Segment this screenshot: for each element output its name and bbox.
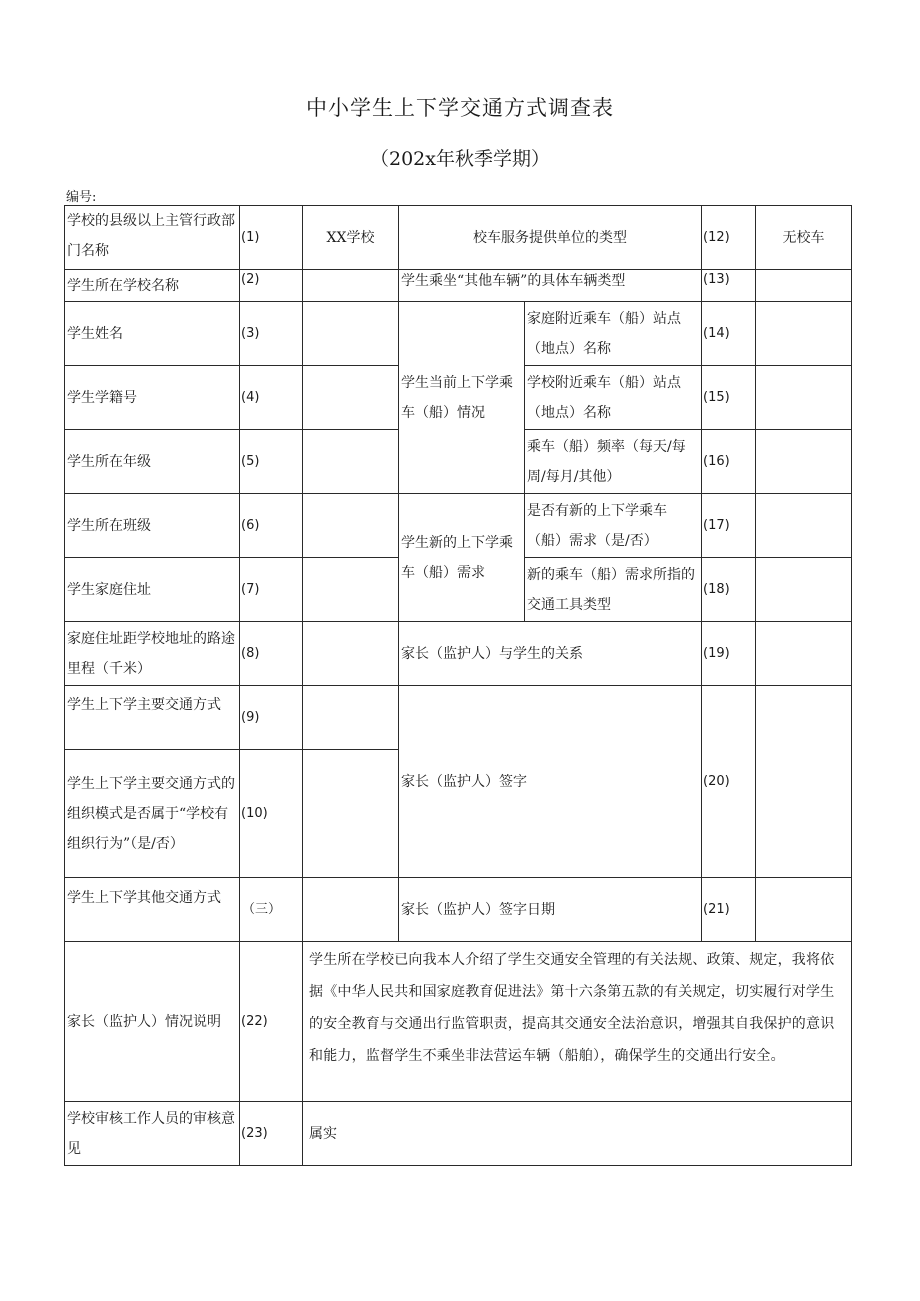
guardian-signature-date-value[interactable] [755, 877, 852, 942]
serial-number-label: 编号: [66, 190, 97, 205]
field-number: (5) [239, 429, 303, 494]
home-stop-name-value[interactable] [755, 301, 852, 366]
main-transport-mode-label: 学生上下学主要交通方式 [64, 685, 240, 750]
field-number: (19) [701, 621, 756, 686]
school-name-label: 学生所在学校名称 [64, 269, 240, 302]
field-number: (23) [239, 1101, 303, 1166]
riding-frequency-value[interactable] [755, 429, 852, 494]
page-subtitle: （202x年秋季学期） [370, 148, 550, 170]
school-stop-name-value[interactable] [755, 365, 852, 430]
organized-mode-value[interactable] [302, 749, 399, 878]
guardian-relationship-value[interactable] [755, 621, 852, 686]
student-name-value[interactable] [302, 301, 399, 366]
field-number: (8) [239, 621, 303, 686]
new-vehicle-type-value[interactable] [755, 557, 852, 622]
riding-frequency-label: 乘车（船）频率（每天/每周/每月/其他） [524, 429, 702, 494]
field-number: (18) [701, 557, 756, 622]
competent-department-value[interactable]: XX学校 [302, 205, 399, 270]
review-opinion-label: 学校审核工作人员的审核意见 [64, 1101, 240, 1166]
field-number: (13) [701, 269, 756, 302]
has-new-needs-value[interactable] [755, 493, 852, 558]
main-transport-mode-value[interactable] [302, 685, 399, 750]
field-number: (16) [701, 429, 756, 494]
field-number: (6) [239, 493, 303, 558]
school-name-value[interactable] [302, 269, 399, 302]
guardian-statement-label: 家长（监护人）情况说明 [64, 941, 240, 1102]
field-number: (4) [239, 365, 303, 430]
field-number: (15) [701, 365, 756, 430]
field-number: (1) [239, 205, 303, 270]
has-new-needs-label: 是否有新的上下学乘车（船）需求（是/否） [524, 493, 702, 558]
review-opinion-value[interactable]: 属实 [302, 1101, 852, 1166]
new-riding-needs-group-label: 学生新的上下学乘车（船）需求 [398, 493, 525, 622]
home-school-distance-value[interactable] [302, 621, 399, 686]
home-address-label: 学生家庭住址 [64, 557, 240, 622]
organized-mode-label: 学生上下学主要交通方式的组织模式是否属于“学校有组织行为”（是/否） [64, 749, 240, 878]
field-number: (17) [701, 493, 756, 558]
new-vehicle-type-label: 新的乘车（船）需求所指的交通工具类型 [524, 557, 702, 622]
field-number: (7) [239, 557, 303, 622]
student-class-label: 学生所在班级 [64, 493, 240, 558]
student-id-value[interactable] [302, 365, 399, 430]
competent-department-label: 学校的县级以上主管行政部门名称 [64, 205, 240, 270]
school-bus-provider-type-label: 校车服务提供单位的类型 [398, 205, 702, 270]
field-number: (9) [239, 685, 303, 750]
guardian-signature-value[interactable] [755, 685, 852, 878]
page-title: 中小学生上下学交通方式调查表 [306, 96, 614, 120]
home-address-value[interactable] [302, 557, 399, 622]
guardian-statement-text: 学生所在学校已向我本人介绍了学生交通安全管理的有关法规、政策、规定，我将依据《中华人民共和国家庭教育促进法》第十六条第五款的有关规定，切实履行对学生的安全教育与交通出行监管职责，提高其交通安全法治意识，增强其自我保护的意识和能力，监督学生不乘坐非法营运车辆（船舶），确保学生的交通出行安全。 [302, 941, 852, 1102]
field-number: (22) [239, 941, 303, 1102]
field-number: (3) [239, 301, 303, 366]
home-school-distance-label: 家庭住址距学校地址的路途里程（千米） [64, 621, 240, 686]
other-vehicle-type-label: 学生乘坐“其他车辆”的具体车辆类型 [398, 269, 702, 302]
other-transport-mode-value[interactable] [302, 877, 399, 942]
other-transport-mode-label: 学生上下学其他交通方式 [64, 877, 240, 942]
guardian-relationship-label: 家长（监护人）与学生的关系 [398, 621, 702, 686]
guardian-signature-label: 家长（监护人）签字 [398, 685, 702, 878]
home-stop-name-label: 家庭附近乘车（船）站点（地点）名称 [524, 301, 702, 366]
survey-form-table [65, 206, 852, 1164]
student-id-label: 学生学籍号 [64, 365, 240, 430]
field-number: (21) [701, 877, 756, 942]
guardian-signature-date-label: 家长（监护人）签字日期 [398, 877, 702, 942]
field-number: (20) [701, 685, 756, 878]
school-bus-provider-type-value[interactable]: 无校车 [755, 205, 852, 270]
field-number: (10) [239, 749, 303, 878]
field-number: （三） [239, 877, 303, 942]
current-riding-group-label: 学生当前上下学乘车（船）情况 [398, 301, 525, 494]
field-number: (14) [701, 301, 756, 366]
other-vehicle-type-value[interactable] [755, 269, 852, 302]
field-number: (12) [701, 205, 756, 270]
student-grade-label: 学生所在年级 [64, 429, 240, 494]
field-number: (2) [239, 269, 303, 302]
student-name-label: 学生姓名 [64, 301, 240, 366]
student-class-value[interactable] [302, 493, 399, 558]
school-stop-name-label: 学校附近乘车（船）站点（地点）名称 [524, 365, 702, 430]
student-grade-value[interactable] [302, 429, 399, 494]
